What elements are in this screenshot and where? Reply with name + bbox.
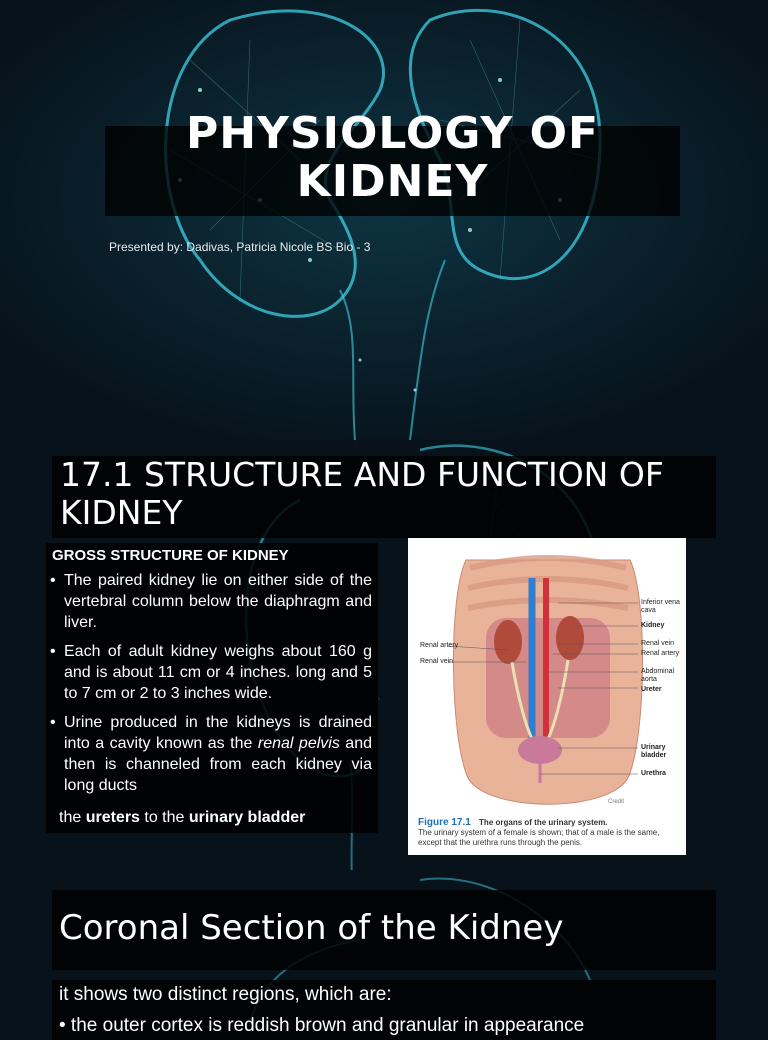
bullet-list	[46, 570, 372, 804]
subheading: GROSS STRUCTURE OF KIDNEY	[52, 547, 289, 564]
kidney-network-background	[0, 0, 768, 440]
label-renal-vein: Renal vein	[641, 640, 675, 647]
presenter-line: Presented by: Dadivas, Patricia Nicole BS Bio - 3	[109, 240, 371, 254]
structure-slide	[0, 440, 768, 880]
bullet-text: Urine produced in the kidneys is drained into a cavity known as the	[64, 714, 372, 752]
term-urinary-bladder: urinary bladder	[188, 809, 306, 826]
label-ureter: Ureter	[641, 686, 662, 693]
body-text-cut: • the outer cortex is reddish brown and granular in appearance	[59, 1015, 585, 1036]
urinary-system-figure	[408, 538, 686, 855]
label-renal-artery-left: Renal artery	[420, 642, 459, 649]
figure-number: Figure 17.1	[418, 817, 471, 828]
emphasis-term: renal pelvis	[257, 735, 340, 752]
term-ureters: ureters	[85, 809, 140, 826]
tail-text: to the	[139, 809, 189, 826]
label-renal-vein-left: Renal vein	[420, 658, 454, 665]
tail-text: the	[59, 809, 86, 826]
title-slide	[0, 0, 768, 440]
figure-credit: Credit	[608, 799, 625, 805]
label-renal-artery: Renal artery	[641, 650, 680, 657]
label-abdominal-aorta: Abdominal aorta	[641, 668, 675, 683]
slide-title: PHYSIOLOGY OF KIDNEY	[185, 108, 600, 207]
bullet-item: • Each of adult kidney weighs about 160 g and is about 11 cm or 4 inches. long and 5 to 7 cm or 2 to 3 inches wide.	[46, 641, 372, 704]
coronal-section-slide	[0, 870, 768, 1036]
bullet-text: and then is channeled from each kidney via long ducts	[64, 735, 373, 794]
label-urethra: Urethra	[641, 770, 666, 777]
bullet-item: • The paired kidney lie on either side of the vertebral column below the diaphragm and liver.	[46, 570, 372, 633]
bullet-item	[46, 712, 372, 796]
figure-caption-title: The organs of the urinary system.	[479, 818, 608, 827]
label-inferior-vena-cava: Inferior vena cava	[641, 599, 680, 614]
section-heading: 17.1 STRUCTURE AND FUNCTION OF KIDNEY	[60, 455, 664, 532]
section-heading: Coronal Section of the Kidney	[59, 908, 564, 948]
body-text: it shows two distinct regions, which are:	[59, 984, 392, 1005]
label-kidney: Kidney	[641, 622, 665, 629]
label-urinary-bladder: Urinary bladder	[641, 744, 667, 759]
continuation-line	[59, 809, 305, 827]
figure-caption-text: The urinary system of a female is shown; that of a male is the same, except that the urethra runs through the penis.	[418, 828, 660, 847]
figure-caption	[418, 818, 680, 848]
